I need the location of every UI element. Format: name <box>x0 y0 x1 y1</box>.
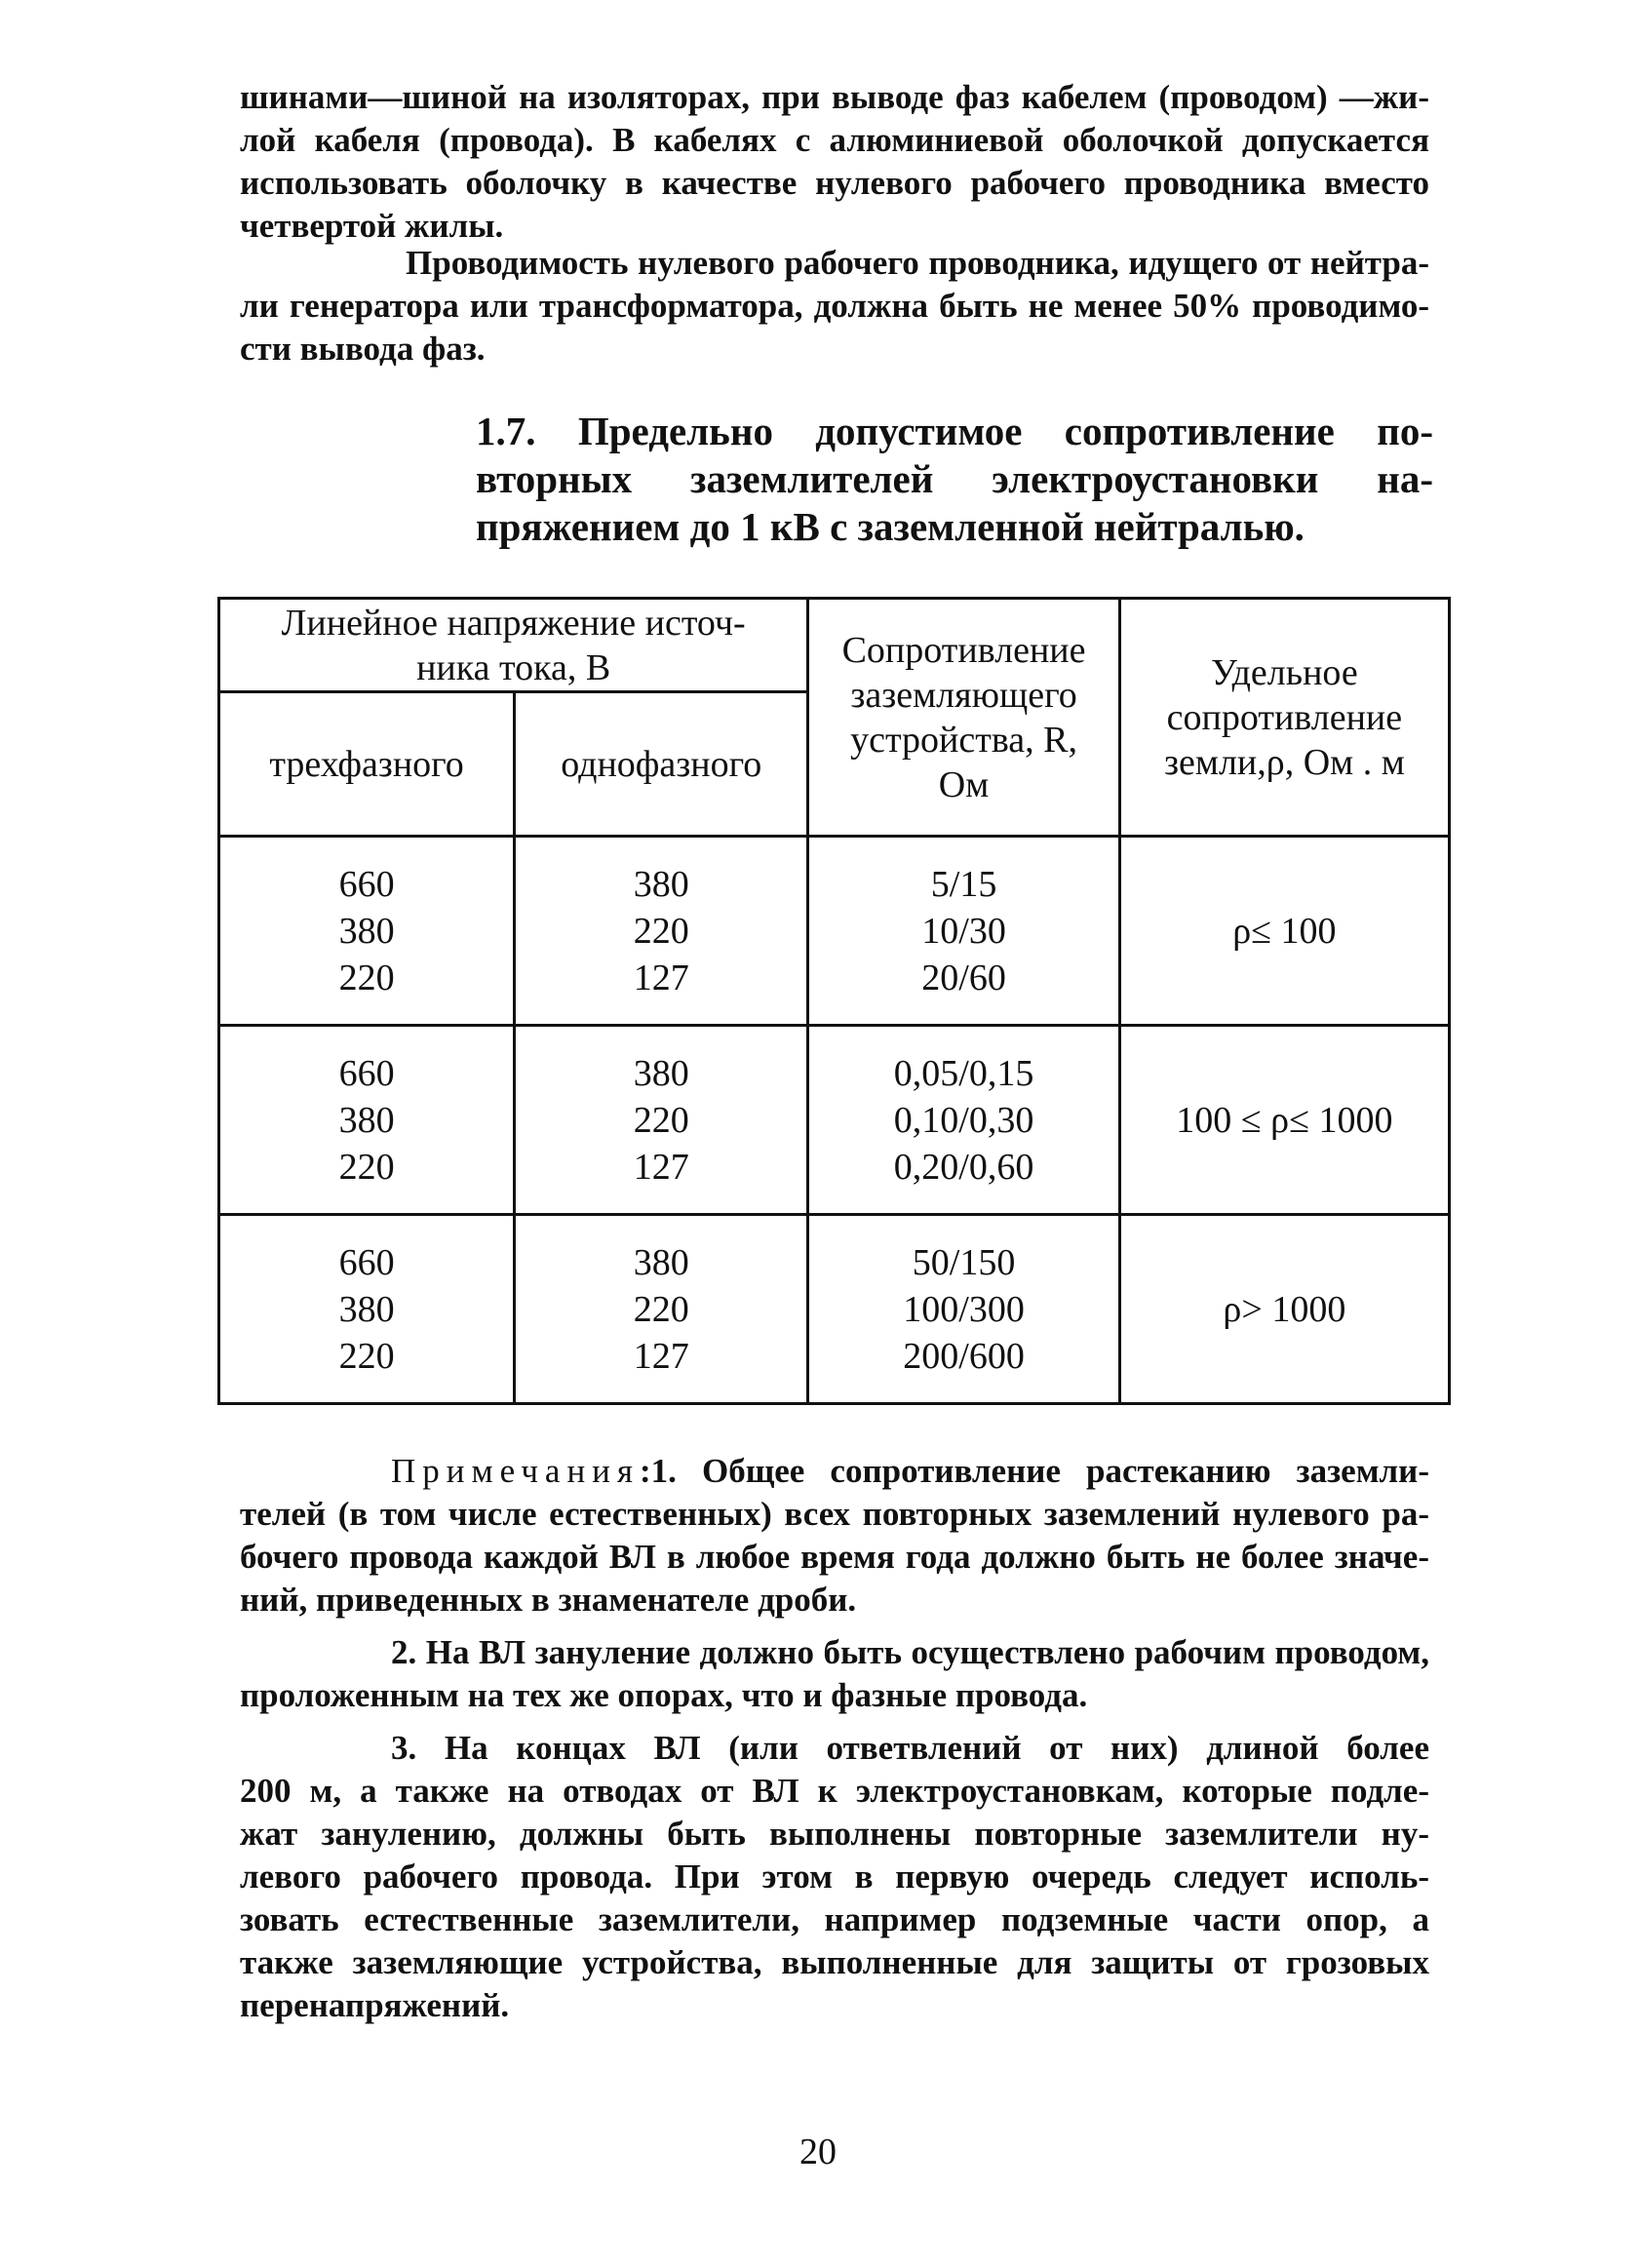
header-line: заземляющего <box>850 674 1077 716</box>
cell-value: 660 <box>338 1241 395 1283</box>
cell-value: 127 <box>633 957 689 998</box>
text-line: лой кабеля (провода). В кабелях с алюминиевой оболочкой допускается <box>240 121 1429 159</box>
cell-value: 0,10/0,30 <box>893 1099 1034 1141</box>
cell-value: 20/60 <box>921 957 1006 998</box>
cell-value: 220 <box>338 1146 395 1188</box>
paragraph-continuation <box>240 76 1429 248</box>
table-row <box>219 1026 1450 1215</box>
cell-value: 200/600 <box>903 1335 1025 1377</box>
note-line: 3. На концах ВЛ (или ответвлений от них) длиной более <box>391 1729 1429 1767</box>
notes-section <box>240 1450 1429 2027</box>
header-line: Линейное напряжение источ- <box>281 602 746 644</box>
note-line: 2. На ВЛ зануление должно быть осуществлено рабочим проводом, <box>391 1633 1429 1671</box>
notes-label: Примечания <box>391 1452 641 1490</box>
paragraph-conductivity <box>240 242 1429 371</box>
note1-start: :1. Общее сопротивление растеканию заземли- <box>640 1452 1429 1490</box>
header-line: устройства, R, <box>850 719 1077 761</box>
note-line: ний, приведенных в знаменателе дроби. <box>240 1581 857 1619</box>
page-number: 20 <box>799 2131 837 2172</box>
cell-value: 0,20/0,60 <box>893 1146 1034 1188</box>
cell-value: 380 <box>633 1052 689 1094</box>
cell-value: 127 <box>633 1146 689 1188</box>
heading-line: вторных заземлителей электроустановки на- <box>476 456 1433 501</box>
grounding-resistance-table <box>217 597 1451 1405</box>
text-line: Проводимость нулевого рабочего проводника, идущего от нейтра- <box>406 244 1429 282</box>
note-gap <box>240 1622 1429 1631</box>
text-line: сти вывода фаз. <box>240 330 486 368</box>
three-phase-cell <box>219 837 515 1026</box>
header-line: Ом <box>938 763 990 805</box>
resistance-cell <box>808 1026 1119 1215</box>
text-line: использовать оболочку в качестве нулевого рабочего проводника вместо <box>240 164 1429 202</box>
single-phase-cell <box>515 1026 808 1215</box>
soil-cell: 100 ≤ ρ≤ 1000 <box>1119 1026 1449 1215</box>
cell-value: 380 <box>338 1288 395 1330</box>
cell-value: 380 <box>338 1099 395 1141</box>
cell-value: 50/150 <box>912 1241 1016 1283</box>
header-line: ника тока, В <box>416 646 611 688</box>
note-line: бочего провода каждой ВЛ в любое время года должно быть не более значе- <box>240 1538 1429 1576</box>
note-line: жат занулению, должны быть выполнены повторные заземлители ну- <box>240 1815 1429 1853</box>
soil-cell: ρ> 1000 <box>1119 1215 1449 1404</box>
resistance-cell <box>808 837 1119 1026</box>
heading-line: пряжением до 1 кВ с заземленной нейтралью. <box>476 504 1305 549</box>
cell-value: 220 <box>338 957 395 998</box>
cell-value: 220 <box>633 1288 689 1330</box>
soil-resistivity-header <box>1119 599 1449 837</box>
three-phase-cell <box>219 1026 515 1215</box>
header-line: земли,ρ, Ом . м <box>1164 741 1405 783</box>
cell-value: 220 <box>338 1335 395 1377</box>
header-line: Удельное <box>1211 651 1358 693</box>
resistance-cell <box>808 1215 1119 1404</box>
note-line: перенапряжений. <box>240 1986 510 2024</box>
cell-value: 5/15 <box>930 863 997 905</box>
heading-line: 1.7. Предельно допустимое сопротивление по- <box>476 409 1433 453</box>
table-row <box>219 1215 1450 1404</box>
text-line: ли генератора или трансформатора, должна быть не менее 50% проводимо- <box>240 287 1429 325</box>
cell-value: 380 <box>633 863 689 905</box>
cell-value: 100/300 <box>903 1288 1025 1330</box>
note-line: также заземляющие устройства, выполненные для защиты от грозовых <box>240 1943 1429 1981</box>
header-line: сопротивление <box>1166 696 1403 738</box>
cell-value: 380 <box>338 910 395 952</box>
cell-value: 220 <box>633 1099 689 1141</box>
note-line <box>240 1450 1429 1493</box>
cell-value: 127 <box>633 1335 689 1377</box>
note-line: зовать естественные заземлители, например подземные части опор, а <box>240 1900 1429 1938</box>
section-heading <box>476 408 1433 551</box>
note-line: левого рабочего провода. При этом в первую очередь следует исполь- <box>240 1857 1429 1896</box>
note-line: телей (в том числе естественных) всех повторных заземлений нулевого ра- <box>240 1495 1429 1533</box>
note-line: проложенным на тех же опорах, что и фазные провода. <box>240 1676 1088 1714</box>
three-phase-cell <box>219 1215 515 1404</box>
single-phase-cell <box>515 837 808 1026</box>
single-phase-cell <box>515 1215 808 1404</box>
cell-value: 380 <box>633 1241 689 1283</box>
resistance-header <box>808 599 1119 837</box>
three-phase-header: трехфазного <box>219 692 515 837</box>
text-line: шинами—шиной на изоляторах, при выводе фаз кабелем (проводом) —жи- <box>240 78 1429 116</box>
table-row <box>219 837 1450 1026</box>
single-phase-header: однофазного <box>515 692 808 837</box>
cell-value: 660 <box>338 863 395 905</box>
text-line: четвертой жилы. <box>240 207 504 245</box>
voltage-group-header <box>219 599 808 692</box>
note-gap <box>240 1717 1429 1727</box>
cell-value: 660 <box>338 1052 395 1094</box>
soil-cell: ρ≤ 100 <box>1119 837 1449 1026</box>
cell-value: 220 <box>633 910 689 952</box>
note-line: 200 м, а также на отводах от ВЛ к электроустановкам, которые подле- <box>240 1772 1429 1810</box>
header-line: Сопротивление <box>841 629 1086 671</box>
cell-value: 10/30 <box>921 910 1006 952</box>
cell-value: 0,05/0,15 <box>893 1052 1034 1094</box>
